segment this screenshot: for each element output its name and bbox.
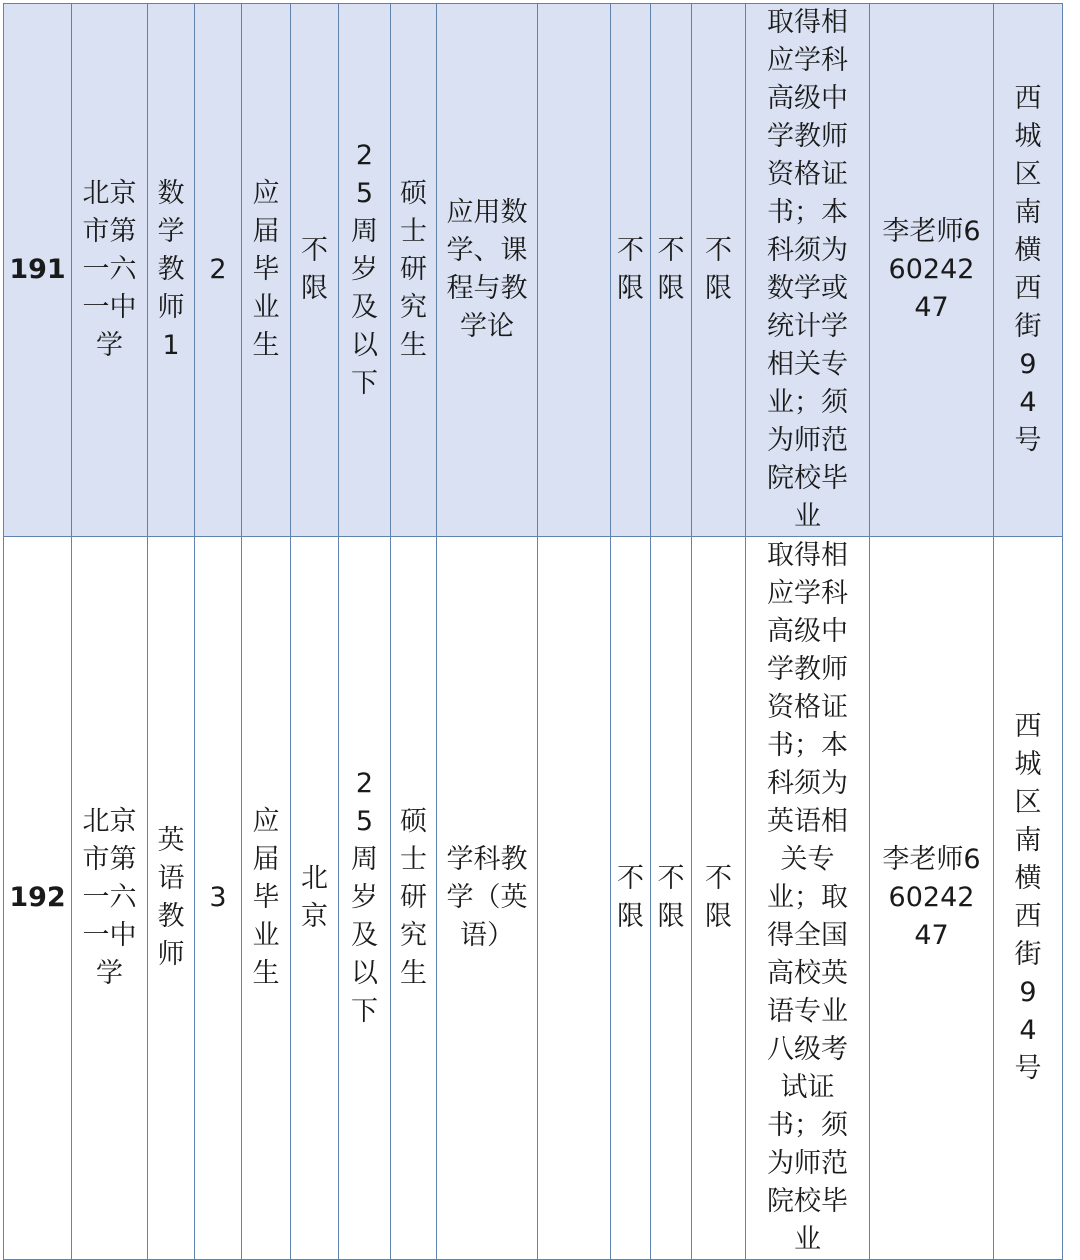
identity-cell (242, 537, 291, 1260)
position-name: 英语教师 (157, 825, 185, 970)
job-table (3, 3, 1063, 1260)
count-cell (195, 4, 242, 537)
seq-cell (4, 537, 72, 1260)
req-b-cell (651, 4, 692, 537)
address-info: 西城区南横西街94号 (1014, 83, 1042, 456)
requirement-b: 不限 (657, 235, 685, 304)
other-requirements: 取得相应学科高级中学教师资格证书；本科须为数学或统计学相关专业；须为师范院校毕业 (767, 7, 848, 532)
seq-cell (4, 4, 72, 537)
school-cell (72, 537, 148, 1260)
school-name: 北京市第一六一中学 (82, 806, 137, 989)
position-name: 数学教师1 (157, 178, 185, 361)
education-requirement: 硕士研究生 (400, 806, 427, 989)
position-cell (148, 537, 195, 1260)
contact-cell (870, 537, 994, 1260)
table-row (4, 537, 1063, 1260)
blank-cell (538, 537, 611, 1260)
major-requirement: 学科教学（英语） (446, 844, 528, 951)
blank-cell (538, 4, 611, 537)
major-cell (437, 537, 538, 1260)
seq-number: 191 (9, 254, 66, 285)
requirement-c: 不限 (705, 235, 732, 304)
applicant-identity: 应届毕业生 (252, 178, 280, 361)
contact-cell (870, 4, 994, 537)
identity-cell (242, 4, 291, 537)
req-c-cell (692, 4, 746, 537)
req-a-cell (611, 4, 651, 537)
address-cell (994, 537, 1063, 1260)
contact-info: 李老师66024247 (882, 216, 981, 323)
age-requirement: 25周岁及以下 (351, 768, 378, 1027)
age-cell (339, 537, 391, 1260)
other-cell (746, 537, 870, 1260)
address-cell (994, 4, 1063, 537)
req-a-cell (611, 537, 651, 1260)
other-requirements: 取得相应学科高级中学教师资格证书；本科须为英语相关专业；取得全国高校英语专业八级考试证书；须为师范院校毕业 (767, 540, 848, 1255)
hire-count: 3 (209, 882, 227, 913)
education-cell (391, 537, 437, 1260)
hukou-cell (291, 4, 339, 537)
requirement-a: 不限 (617, 235, 644, 304)
hukou-cell (291, 537, 339, 1260)
major-cell (437, 4, 538, 537)
req-b-cell (651, 537, 692, 1260)
education-cell (391, 4, 437, 537)
age-requirement: 25周岁及以下 (351, 140, 378, 399)
requirement-a: 不限 (617, 863, 644, 932)
address-info: 西城区南横西街94号 (1014, 711, 1042, 1084)
requirement-b: 不限 (657, 863, 685, 932)
hukou-requirement: 北京 (301, 863, 328, 932)
hukou-requirement: 不限 (301, 235, 328, 304)
position-cell (148, 4, 195, 537)
other-cell (746, 4, 870, 537)
applicant-identity: 应届毕业生 (252, 806, 280, 989)
hire-count: 2 (209, 254, 227, 285)
school-cell (72, 4, 148, 537)
school-name: 北京市第一六一中学 (82, 178, 137, 361)
age-cell (339, 4, 391, 537)
table-row (4, 4, 1063, 537)
requirement-c: 不限 (705, 863, 732, 932)
req-c-cell (692, 537, 746, 1260)
education-requirement: 硕士研究生 (400, 178, 427, 361)
contact-info: 李老师66024247 (882, 844, 981, 951)
count-cell (195, 537, 242, 1260)
major-requirement: 应用数学、课程与教学论 (446, 197, 528, 342)
seq-number: 192 (9, 882, 66, 913)
